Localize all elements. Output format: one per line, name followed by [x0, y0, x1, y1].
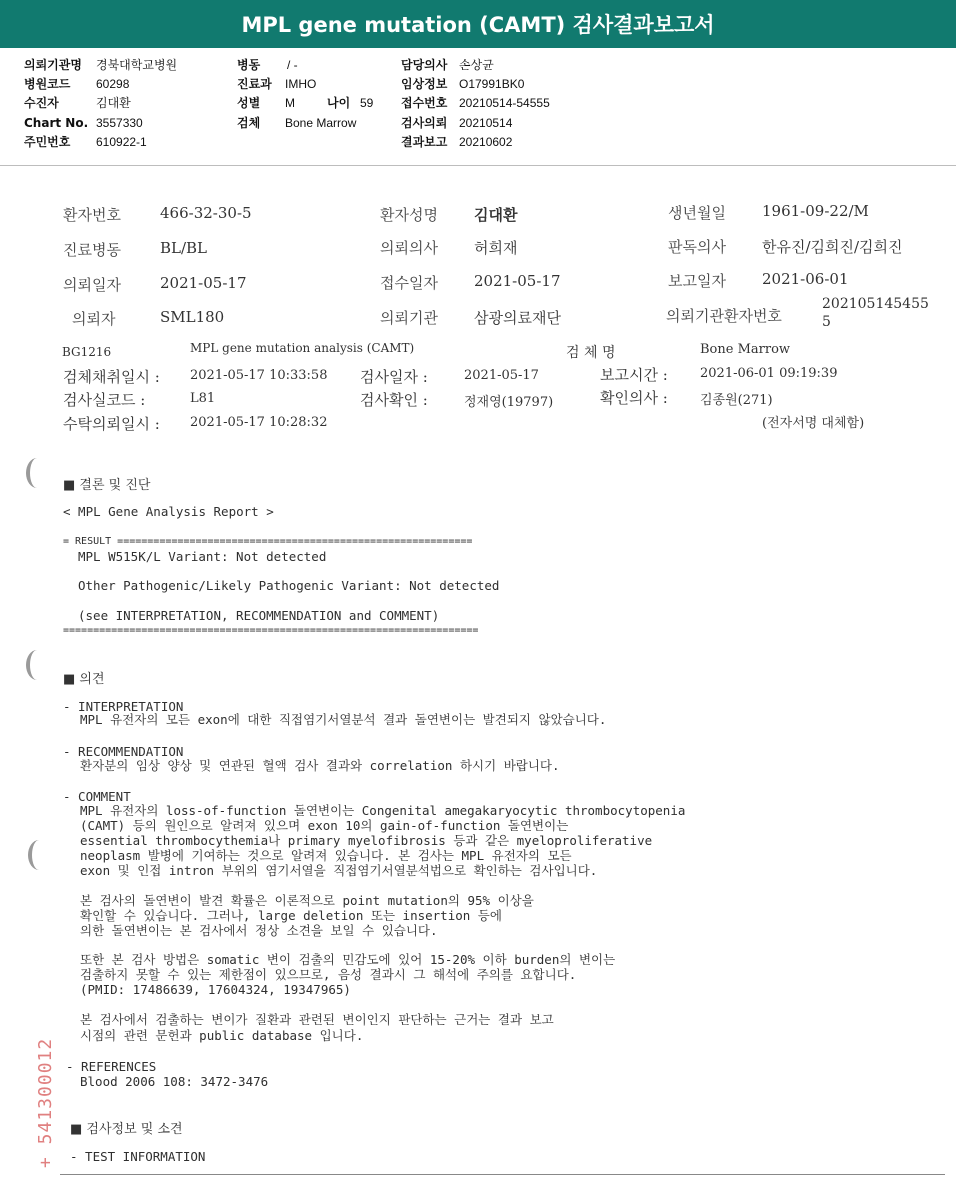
age-value: 59	[360, 95, 374, 110]
verify-value: 김종원(271)	[700, 393, 773, 408]
header-value: 20210602	[459, 134, 513, 149]
opinion-heading: ■ 의견	[63, 672, 105, 687]
patient-label: 환자성명	[380, 206, 438, 224]
report-subtitle: < MPL Gene Analysis Report >	[63, 504, 274, 519]
header-row	[237, 74, 316, 93]
patient-label: 보고일자	[668, 272, 726, 290]
result-line: (see INTERPRETATION, RECOMMENDATION and COMMENT)	[78, 608, 440, 623]
patient-label: 의뢰기관환자번호	[666, 307, 782, 325]
patient-label: 의뢰기관	[380, 309, 438, 327]
header-value: 경북대학교병원	[96, 58, 178, 72]
header-label: Chart No.	[24, 115, 89, 130]
specimen-value: Bone Marrow	[700, 342, 791, 357]
header-row	[24, 132, 147, 151]
header-row	[237, 93, 373, 112]
header-label: 주민번호	[24, 135, 71, 149]
header-value: 김대환	[96, 96, 131, 110]
page-edge-line	[60, 1174, 945, 1175]
patient-label: 진료병동	[63, 241, 121, 259]
comment-line: 확인할 수 있습니다. 그러나, large deletion 또는 insertion 등에	[80, 908, 502, 923]
received-label: 수탁의뢰일시 :	[63, 415, 160, 433]
header-row	[24, 55, 177, 74]
header-value: 손상균	[459, 58, 494, 72]
header-label: 수진자	[24, 96, 59, 110]
header-value: 3557330	[96, 115, 143, 130]
header-row	[401, 93, 550, 112]
patient-label: 생년월일	[668, 204, 726, 222]
esign-note: (전자서명 대체함)	[762, 416, 865, 431]
comment-line: MPL 유전자의 loss-of-function 돌연변이는 Congenital amegakaryocytic thrombocytopenia	[80, 803, 686, 818]
patient-value: 한유진/김희진/김희진	[762, 238, 903, 256]
header-value: 60298	[96, 76, 130, 91]
header-value: 610922-1	[96, 134, 147, 149]
header-row	[24, 113, 143, 132]
header-label: 의뢰기관명	[24, 58, 82, 72]
result-line: Other Pathogenic/Likely Pathogenic Variant: Not detected	[78, 578, 500, 593]
confirm-value: 정재영(19797)	[464, 395, 554, 410]
comment-line: neoplasm 발병에 기여하는 것으로 알려져 있습니다. 본 검사는 MPL 유전자의 모든	[80, 848, 572, 863]
testdate-value: 2021-05-17	[464, 368, 539, 383]
report-header	[0, 48, 956, 166]
patient-label: 의뢰일자	[63, 276, 121, 294]
lab-value: L81	[190, 391, 216, 406]
comment-line: (PMID: 17486639, 17604324, 19347965)	[80, 982, 351, 997]
punch-hole-mark	[28, 840, 50, 870]
header-value: IMHO	[285, 76, 317, 91]
interpretation-text: MPL 유전자의 모든 exon에 대한 직접염기서열분석 결과 돌연변이는 발견되지 않았습니다.	[80, 712, 607, 727]
age-label: 나이	[327, 96, 351, 110]
specimen-barcode-stamp: + 541300012	[35, 1037, 56, 1168]
testinfo-heading: ■ 검사정보 및 소견	[70, 1122, 183, 1137]
patient-value: BL/BL	[160, 239, 208, 257]
patient-label: 의뢰자	[72, 310, 116, 328]
comment-heading: - COMMENT	[63, 789, 131, 804]
header-row	[237, 55, 298, 74]
header-value: Bone Marrow	[285, 115, 357, 130]
patient-label: 의뢰의사	[380, 239, 438, 257]
punch-hole-mark	[26, 458, 48, 488]
header-label: 진료과	[237, 77, 272, 91]
patient-label: 판독의사	[668, 238, 726, 256]
verify-label: 확인의사 :	[600, 389, 668, 407]
patient-value: 2021-05-17	[474, 272, 561, 290]
testinfo-subheading: - TEST INFORMATION	[70, 1149, 206, 1164]
confirm-label: 검사확인 :	[360, 391, 428, 409]
collect-label: 검체채취일시 :	[63, 368, 160, 386]
patient-label: 환자번호	[63, 206, 121, 224]
comment-line: 시점의 관련 문헌과 public database 입니다.	[80, 1028, 364, 1043]
lab-label: 검사실코드 :	[63, 391, 146, 409]
patient-value: SML180	[160, 308, 225, 326]
header-label: 결과보고	[401, 135, 448, 149]
collect-value: 2021-05-17 10:33:58	[190, 368, 328, 383]
scanned-report	[0, 168, 956, 1188]
result-line: MPL W515K/L Variant: Not detected	[78, 549, 327, 564]
comment-line: (CAMT) 등의 원인으로 알려져 있으며 exon 10의 gain-of-function 돌연변이는	[80, 818, 569, 833]
comment-line: 또한 본 검사 방법은 somatic 변이 검출의 민감도에 있어 15-20% 이하 burden의 변이는	[80, 952, 616, 967]
header-label: 병원코드	[24, 77, 71, 91]
header-row	[401, 113, 512, 132]
comment-line: exon 및 인접 intron 부위의 염기서열을 직접염기서열분석법으로 확인하는 검사입니다.	[80, 863, 598, 878]
result-divider: =====================================================================	[63, 625, 479, 636]
received-value: 2021-05-17 10:28:32	[190, 415, 328, 430]
references-heading: - REFERENCES	[66, 1059, 157, 1074]
comment-line: essential thrombocythemia나 primary myelofibrosis 등과 같은 myeloproliferative	[80, 833, 653, 848]
comment-line: 의한 돌연변이는 본 검사에서 정상 소견을 보일 수 있습니다.	[80, 923, 438, 938]
header-row	[24, 74, 129, 93]
patient-value: 466-32-30-5	[160, 204, 252, 222]
header-row	[401, 74, 524, 93]
header-value: / -	[287, 57, 298, 72]
punch-hole-mark	[26, 650, 48, 680]
reference-item: Blood 2006 108: 3472-3476	[80, 1074, 269, 1089]
header-value: M	[285, 95, 295, 110]
reporttime-value: 2021-06-01 09:19:39	[700, 366, 838, 381]
header-row	[401, 55, 494, 74]
header-label: 담당의사	[401, 58, 448, 72]
header-value: 20210514-54555	[459, 95, 550, 110]
header-label: 접수번호	[401, 96, 448, 110]
patient-value: 2021-05-17	[160, 274, 247, 292]
patient-value: 2021-06-01	[762, 270, 849, 288]
header-row	[237, 113, 356, 132]
header-label: 성별	[237, 96, 261, 110]
header-value: O17991BK0	[459, 76, 525, 91]
recommendation-heading: - RECOMMENDATION	[63, 744, 184, 759]
interpretation-heading: - INTERPRETATION	[63, 699, 184, 714]
header-label: 검사의뢰	[401, 116, 448, 130]
header-label: 병동	[237, 58, 261, 72]
header-row	[401, 132, 512, 151]
comment-line: 검출하지 못할 수 있는 제한점이 있으므로, 음성 결과시 그 해석에 주의를 요합니다.	[80, 967, 577, 982]
reporttime-label: 보고시간 :	[600, 366, 668, 384]
patient-value-wrap: 5	[822, 314, 831, 330]
patient-value: 허희재	[474, 239, 518, 257]
header-value: 20210514	[459, 115, 513, 130]
result-divider: = RESULT ===========================================================	[63, 536, 473, 547]
header-row	[24, 93, 131, 112]
header-label: 검체	[237, 116, 261, 130]
patient-value: 202105145455	[822, 296, 929, 312]
report-title: MPL gene mutation (CAMT) 검사결과보고서	[0, 0, 956, 48]
testdate-label: 검사일자 :	[360, 368, 428, 386]
patient-label: 접수일자	[380, 274, 438, 292]
patient-value: 1961-09-22/M	[762, 202, 869, 220]
comment-line: 본 검사의 돌연변이 발견 확률은 이론적으로 point mutation의 95% 이상을	[80, 893, 534, 908]
test-code: BG1216	[62, 345, 112, 359]
header-label: 임상정보	[401, 77, 448, 91]
patient-value: 삼광의료재단	[474, 309, 561, 327]
recommendation-text: 환자분의 임상 양상 및 연관된 혈액 검사 결과와 correlation 하시기 바랍니다.	[80, 758, 560, 773]
test-name: MPL gene mutation analysis (CAMT)	[190, 341, 415, 355]
patient-name: 김대환	[474, 206, 518, 224]
conclusion-heading: ■ 결론 및 진단	[63, 478, 151, 493]
comment-line: 본 검사에서 검출하는 변이가 질환과 관련된 변이인지 판단하는 근거는 결과 보고	[80, 1012, 554, 1027]
specimen-label: 검 체 명	[566, 345, 616, 361]
